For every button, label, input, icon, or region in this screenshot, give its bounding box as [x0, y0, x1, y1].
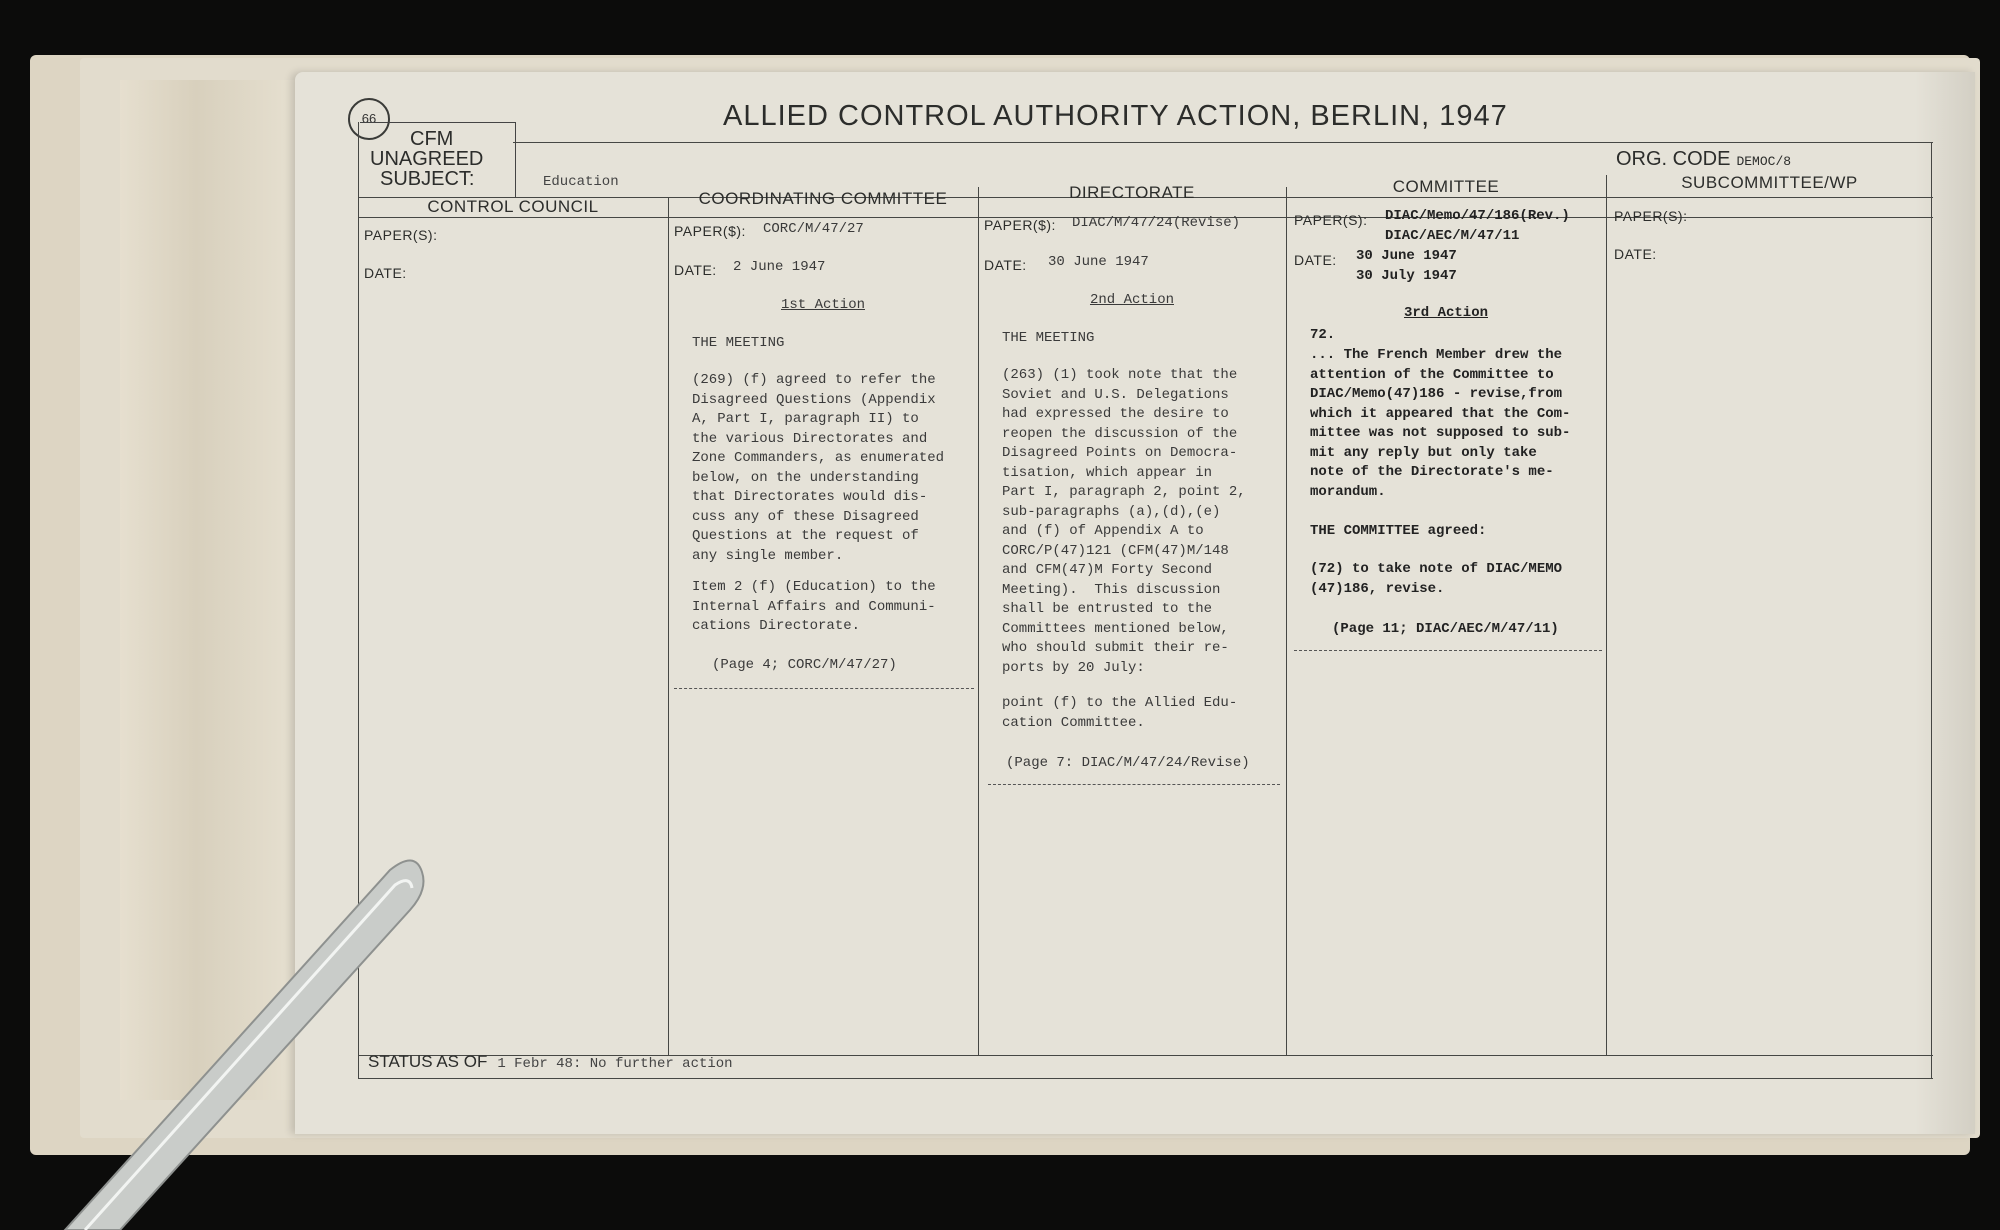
- sub-papers-label: PAPER(S):: [1614, 208, 1688, 224]
- com-date-label: DATE:: [1294, 252, 1337, 268]
- org-code-label: ORG. CODE: [1616, 148, 1731, 170]
- com-date-value: 30 June 1947 30 July 1947: [1356, 248, 1457, 284]
- sub-date-label: DATE:: [1614, 246, 1657, 262]
- heading-coordinating-committee: COORDINATING COMMITTEE: [698, 189, 948, 208]
- corc-date-label: DATE:: [674, 262, 717, 278]
- corc-date-value: 2 June 1947: [733, 259, 826, 275]
- dir-date-value: 30 June 1947: [1048, 254, 1149, 270]
- cc-date-label: DATE:: [364, 265, 407, 281]
- corc-action: 1st Action: [780, 297, 865, 313]
- status-bottom-rule: [358, 1078, 1933, 1079]
- corc-reference: (Page 4; CORC/M/47/27): [712, 657, 897, 673]
- com-end-rule: [1294, 650, 1602, 651]
- com-papers-label: PAPER(S):: [1294, 212, 1368, 228]
- status-value: 1 Febr 48: No further action: [497, 1056, 733, 1072]
- heading-directorate: DIRECTORATE: [1069, 183, 1195, 202]
- corc-end-rule: [674, 688, 974, 689]
- dir-body-1: (263) (1) took note that the Soviet and U.S. Delegations had expressed the desire to reopen the discussion of the Disagreed Points on Democra- tisation, which appear in Part I, paragraph 2, point 2, sub-paragraphs (a),(d),(e) and (f) of Appendix A to CORC/P(47)121 (CFM(47)M/148 and CFM(47)M Forty Second Meeting). This discussion shall be entrusted to the Committees mentioned below, who should submit their re- ports by 20 July:: [1002, 367, 1246, 676]
- tweezers-icon: [60, 830, 440, 1230]
- cc-papers-label: PAPER(S):: [364, 227, 438, 243]
- column-divider-4: [1606, 175, 1607, 1055]
- dir-papers-label: PAPER($):: [984, 217, 1056, 233]
- com-action: 3rd Action: [1403, 305, 1488, 321]
- page-number: 66: [348, 98, 390, 140]
- dir-date-label: DATE:: [984, 257, 1027, 273]
- cfm-label: CFM: [410, 128, 454, 150]
- page-title: ALLIED CONTROL AUTHORITY ACTION, BERLIN, 1947: [723, 100, 1508, 132]
- dir-body-2: point (f) to the Allied Edu- cation Committee.: [1002, 695, 1238, 731]
- dir-end-rule: [988, 784, 1280, 785]
- corc-body-1: (269) (f) agreed to refer the Disagreed Questions (Appendix A, Part I, paragraph II) to the various Directorates and Zone Commanders, as enumerated below, on the understanding that Directorates would dis- cuss any of these Disagreed Questions at the request of any single member.: [692, 372, 945, 564]
- frame-right: [1931, 142, 1932, 1079]
- unagreed-label: UNAGREED: [370, 148, 484, 170]
- column-divider-1: [668, 197, 669, 1055]
- subject-label: SUBJECT:: [380, 168, 475, 190]
- com-body-1: ... The French Member drew the attention of the Committee to DIAC/Memo(47)186 - revise,from which it appeared that the Com- mittee was not supposed to sub- mit any reply but only take note of the Directorate's me- morandum.: [1310, 347, 1571, 500]
- header-top-rule: [513, 142, 1933, 143]
- column-divider-2: [978, 187, 979, 1055]
- corc-meeting: THE MEETING: [692, 335, 785, 351]
- com-agreed: THE COMMITTEE agreed:: [1310, 523, 1487, 539]
- dir-meeting: THE MEETING: [1002, 330, 1095, 346]
- action-form: [358, 90, 1933, 1080]
- status-label: STATUS AS OF: [368, 1052, 488, 1071]
- com-reference: (Page 11; DIAC/AEC/M/47/11): [1332, 621, 1559, 637]
- com-item-number: 72.: [1310, 327, 1336, 343]
- subject-value: Education: [543, 174, 619, 190]
- com-papers-value: DIAC/Memo/47/186(Rev.) DIAC/AEC/M/47/11: [1385, 208, 1570, 244]
- corc-papers-label: PAPER($):: [674, 223, 746, 239]
- heading-subcommittee: SUBCOMMITTEE/WP: [1681, 173, 1858, 192]
- corc-body-2: Item 2 (f) (Education) to the Internal Affairs and Communi- cations Directorate.: [692, 579, 936, 634]
- heading-committee: COMMITTEE: [1392, 177, 1500, 196]
- dir-reference: (Page 7: DIAC/M/47/24/Revise): [1006, 755, 1250, 771]
- dir-papers-value: DIAC/M/47/24(Revise): [1072, 215, 1241, 231]
- heading-control-council: CONTROL COUNCIL: [427, 197, 599, 216]
- corc-papers-value: CORC/M/47/27: [763, 221, 864, 237]
- com-body-2: (72) to take note of DIAC/MEMO (47)186, revise.: [1310, 561, 1563, 597]
- org-code-value: DEMOC/8: [1736, 154, 1792, 169]
- dir-action: 2nd Action: [1089, 292, 1174, 308]
- org-code: [1616, 148, 1791, 171]
